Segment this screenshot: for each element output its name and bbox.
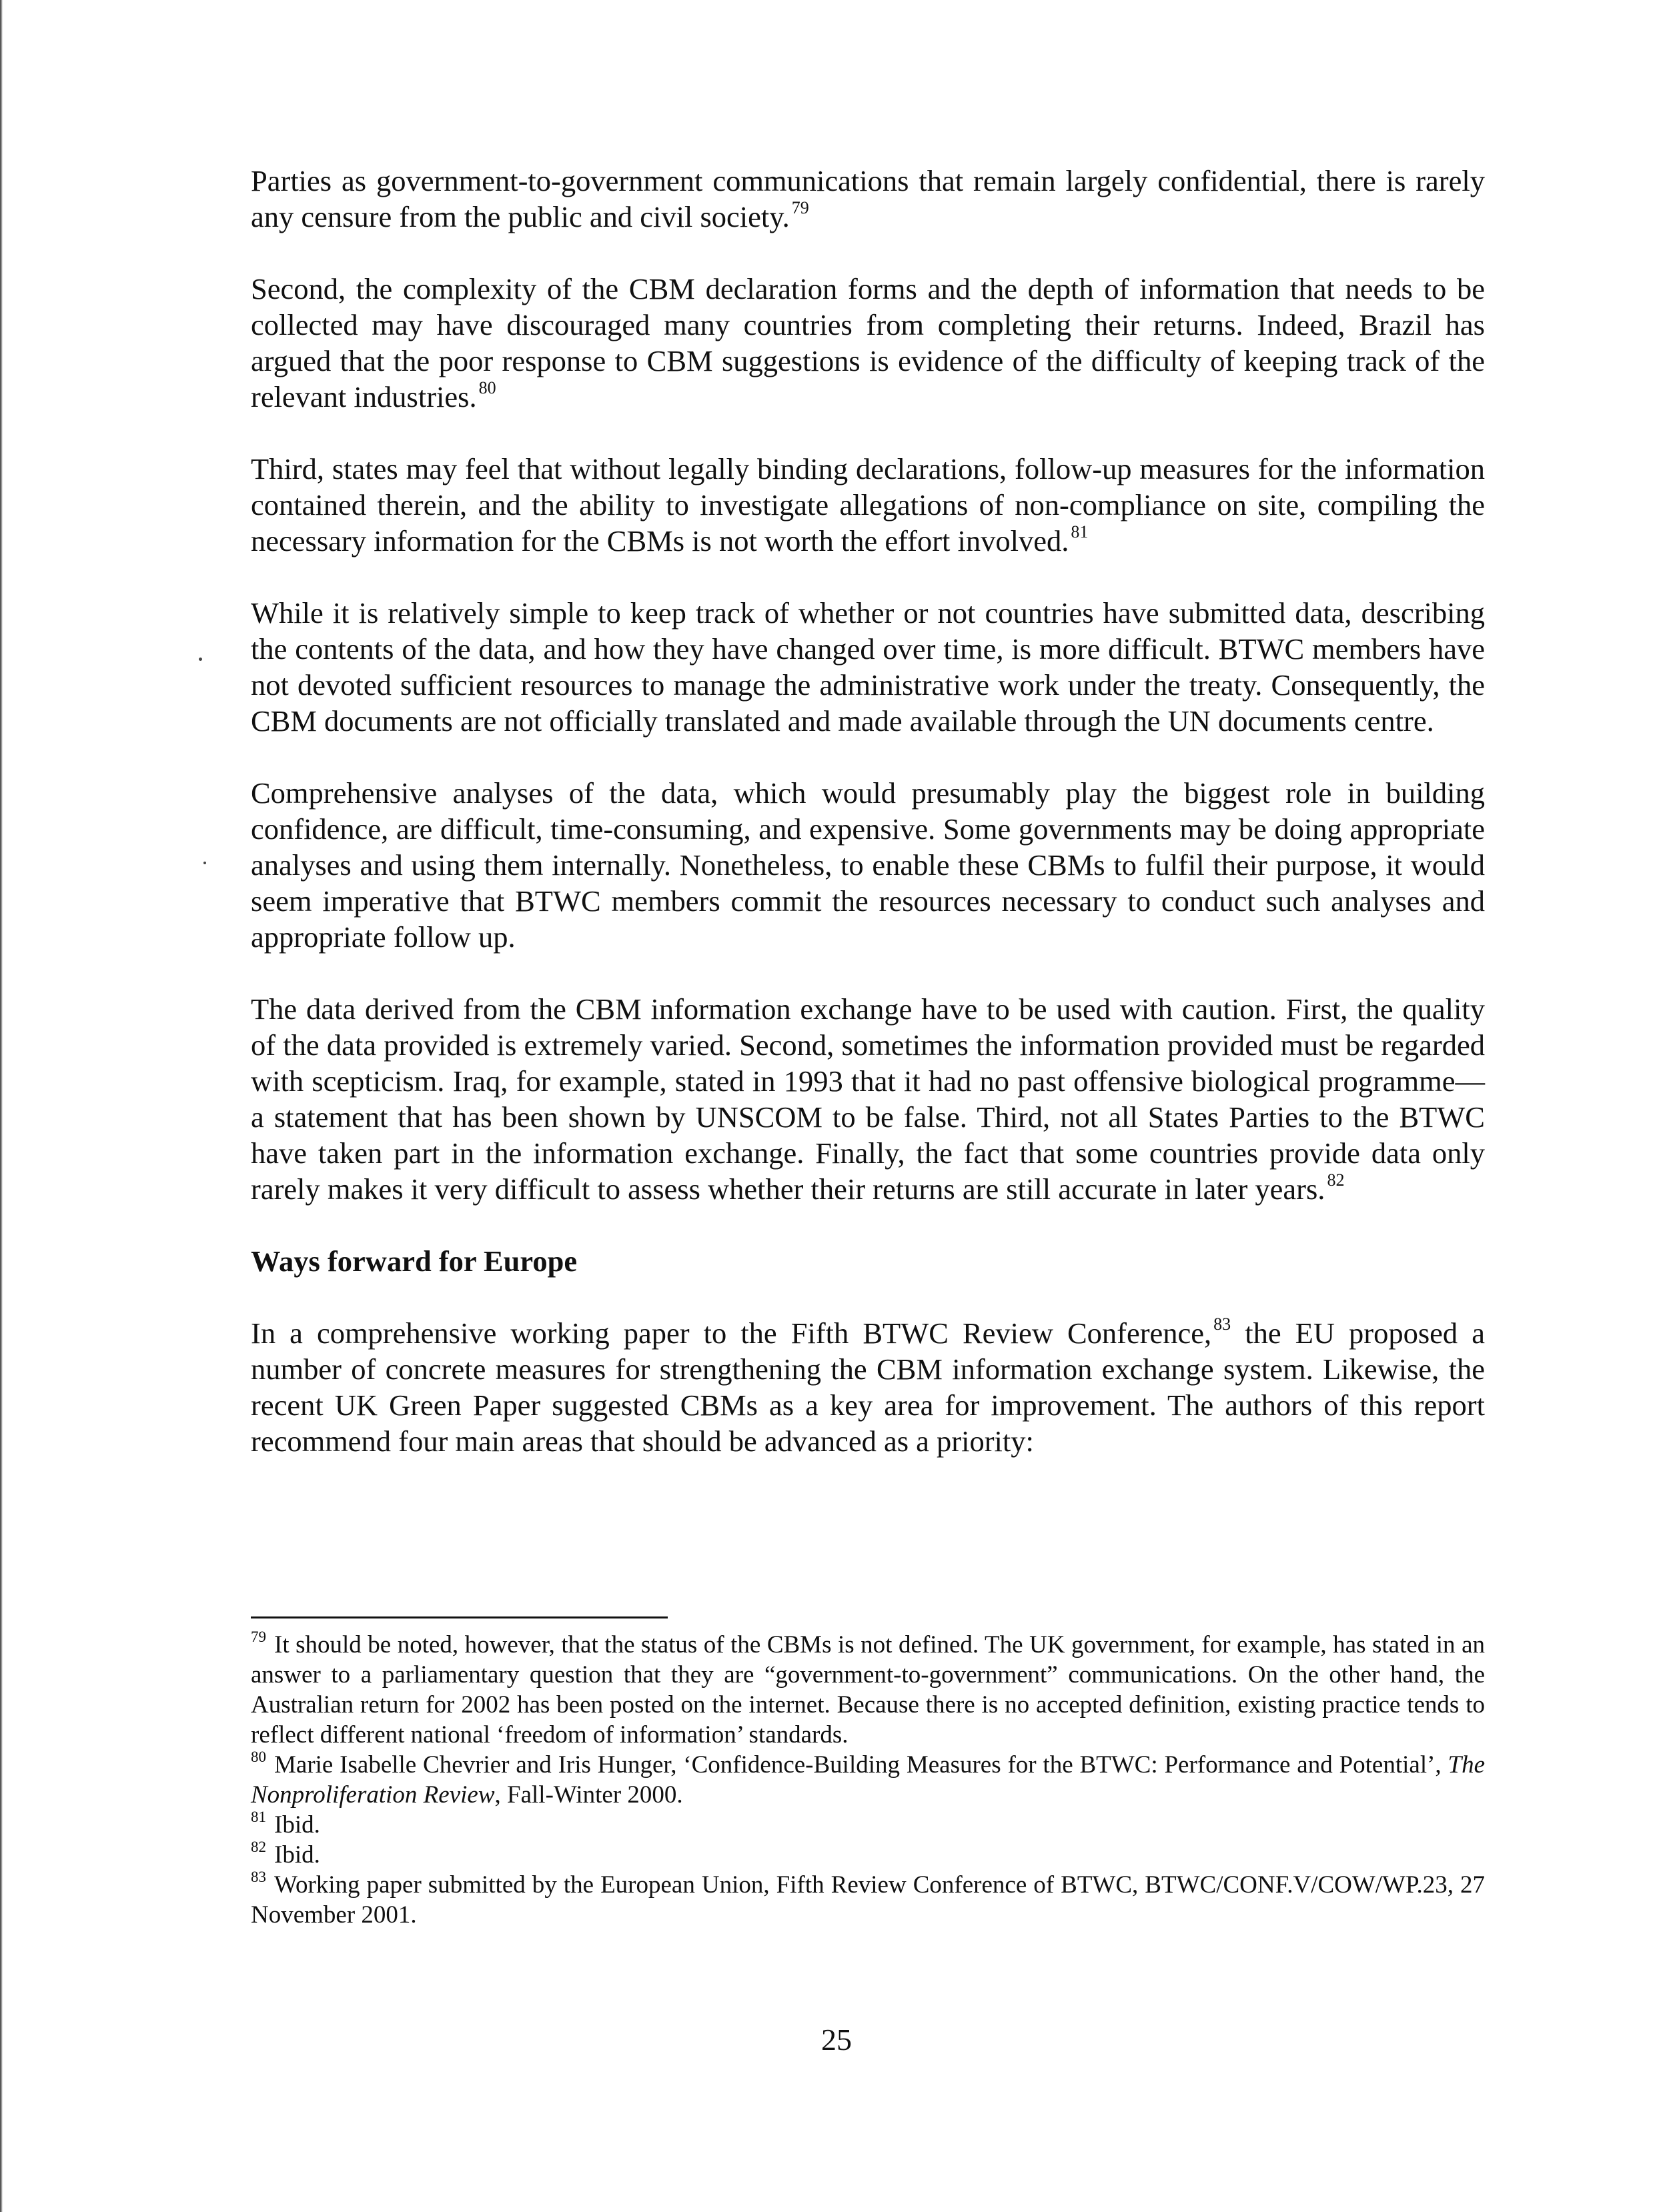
footnote-80: $^{80}$ Marie Isabelle Chevrier and Iris Hunger, ‘Confidence-Building Measures for the BTWC: Performance and Potential’, The Nonproliferation Review, Fall-Winter 2000. bbox=[251, 1748, 1485, 1809]
footnote-ref: 83 bbox=[1213, 1314, 1231, 1334]
paragraph: The data derived from the CBM information exchange have to be used with caution. First, the quality of the data provided is extremely varied. Second, sometimes the information provided must be regarded with scepticism. Iraq, for example, stated in 1993 that it had no past offensive biological programme—a statement that has been shown by UNSCOM to be false. Third, not all States Parties to the BTWC have taken part in the information exchange. Finally, the fact that some countries provide data only rarely makes it very difficult to assess whether their returns are still accurate in later years. $^{82}$ bbox=[251, 992, 1485, 1206]
paragraph: Comprehensive analyses of the data, which would presumably play the biggest role in building confidence, are difficult, time-consuming, and expensive. Some governments may be doing appropriate analyses and using them internally. Nonetheless, to enable these CBMs to fulfil their purpose, it would seem imperative that BTWC members commit the resources necessary to conduct such analyses and appropriate follow up. bbox=[251, 776, 1485, 954]
footnote-83: $^{83}$ Working paper submitted by the European Union, Fifth Review Conference of BTWC, BTWC/CONF.V/COW/WP.23, 27 November 2001. bbox=[251, 1868, 1485, 1929]
paragraph: Parties as government-to-government communications that remain largely confidential, there is rarely any censure from the public and civil society. $^{79}$ bbox=[251, 164, 1485, 233]
footnote-82: $^{82}$ Ibid. bbox=[251, 1838, 320, 1869]
scan-speck bbox=[199, 658, 202, 661]
footnotes bbox=[251, 1630, 1485, 1930]
footnote-ref: 80 bbox=[478, 378, 496, 398]
page-number: 25 bbox=[821, 2023, 852, 2057]
paragraph: While it is relatively simple to keep track of whether or not countries have submitted data, describing the contents of the data, and how they have changed over time, is more difficult. BTWC members have not devoted sufficient resources to manage the administrative work under the treaty. Consequently, the CBM documents are not officially translated and made available through the UN documents centre. bbox=[251, 596, 1485, 738]
paragraph: Second, the complexity of the CBM declaration forms and the depth of information that needs to be collected may have discouraged many countries from completing their returns. Indeed, Brazil has argued that the poor response to CBM suggestions is evidence of the difficulty of keeping track of the relevant industries. $^{80}$ bbox=[251, 272, 1485, 413]
scan-speck bbox=[203, 862, 206, 864]
footnote-ref: 79 bbox=[791, 198, 809, 218]
footnote-81: $^{81}$ Ibid. bbox=[251, 1808, 320, 1839]
journal-title: The Nonproliferation Review bbox=[251, 1751, 1485, 1809]
main-text bbox=[251, 163, 1485, 1495]
footnote-79: $^{79}$ It should be noted, however, that the status of the CBMs is not defined. The UK government, for example, has stated in an answer to a parliamentary question that they are “government-to-government” communications. On the other hand, the Australian return for 2002 has been posted on the internet. Because there is no accepted definition, existing practice tends to reflect different national ‘freedom of information’ standards. bbox=[251, 1628, 1485, 1749]
paragraph: Third, states may feel that without legally binding declarations, follow-up measures for the information contained therein, and the ability to investigate allegations of non-compliance on site, compiling the necessary information for the CBMs is not worth the effort involved. $^{81}$ bbox=[251, 452, 1485, 558]
footnote-separator bbox=[251, 1616, 668, 1618]
paragraph: In a comprehensive working paper to the Fifth BTWC Review Conference, $^{83}$ the EU proposed a number of concrete measures for strengthening the CBM information exchange system. Likewise, the recent UK Green Paper suggested CBMs as a key area for improvement. The authors of this report recommend four main areas that should be advanced as a priority: bbox=[251, 1314, 1485, 1458]
footnote-ref: 82 bbox=[1327, 1170, 1345, 1190]
section-heading: Ways forward for Europe bbox=[251, 1244, 578, 1278]
footnote-ref: 81 bbox=[1071, 522, 1089, 542]
scan-left-edge bbox=[0, 0, 3, 2212]
